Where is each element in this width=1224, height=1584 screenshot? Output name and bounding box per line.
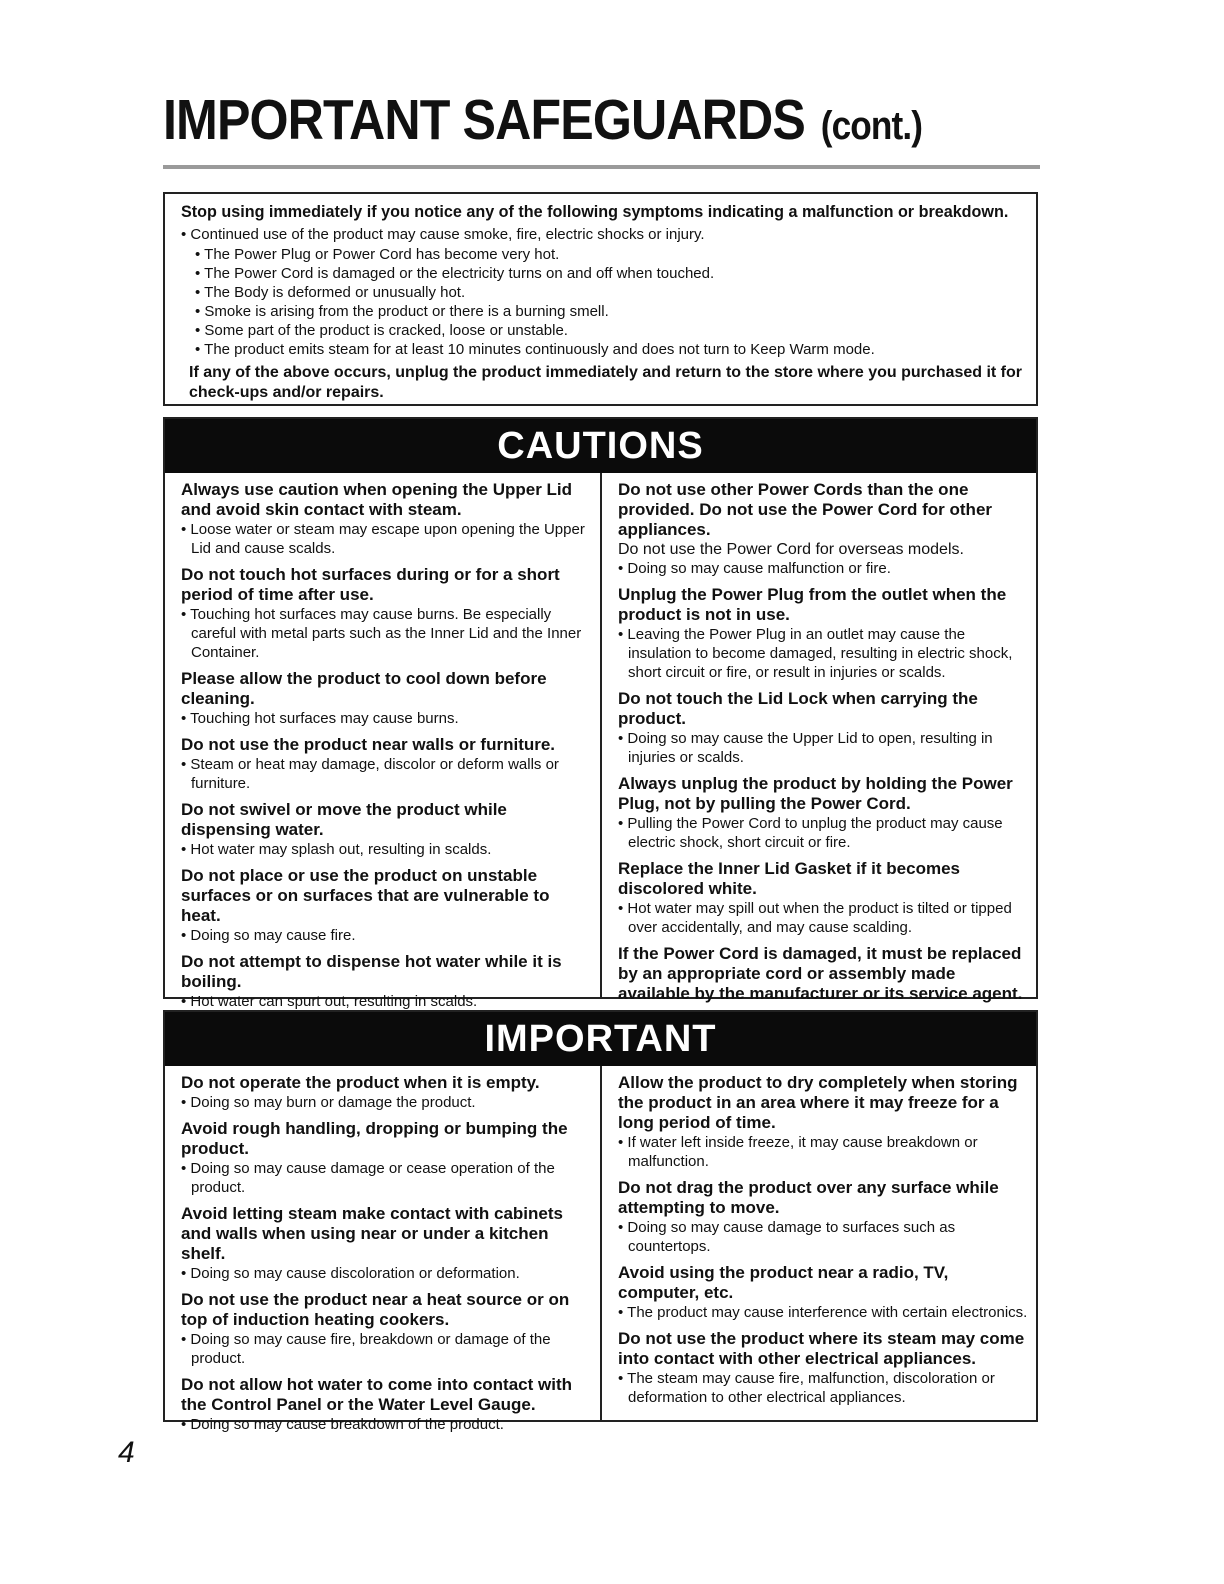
title-rule (163, 165, 1040, 169)
important-note: • Doing so may cause damage or cease operation of the product. (181, 1159, 590, 1197)
important-note: • Doing so may cause breakdown of the product. (181, 1415, 590, 1434)
important-item (618, 1178, 1028, 1256)
symptom-item: • Some part of the product is cracked, loose or unstable. (195, 321, 1022, 340)
caution-item (618, 859, 1028, 937)
caution-note: • Doing so may cause malfunction or fire. (618, 559, 1028, 578)
cautions-right-column (602, 473, 1036, 1003)
symptom-item: • The Body is deformed or unusually hot. (195, 283, 1022, 302)
important-note: • Doing so may cause damage to surfaces such as countertops. (618, 1218, 1028, 1256)
important-heading: Do not drag the product over any surface while attempting to move. (618, 1178, 999, 1217)
symptom-item: • The Power Plug or Power Cord has become very hot. (195, 245, 1022, 264)
caution-heading: Do not use the product near walls or furniture. (181, 735, 556, 754)
caution-heading: Do not attempt to dispense hot water while it is boiling. (181, 952, 562, 991)
caution-plain-text: Do not use the Power Cord for overseas models. (618, 541, 964, 558)
caution-heading: Replace the Inner Lid Gasket if it becomes discolored white. (618, 859, 960, 898)
page-number: 4 (118, 1436, 135, 1469)
important-heading: Avoid rough handling, dropping or bumping the product. (181, 1119, 568, 1158)
caution-note: • Loose water or steam may escape upon opening the Upper Lid and cause scalds. (181, 520, 590, 558)
caution-item (618, 585, 1028, 682)
symptom-item: • The Power Cord is damaged or the electricity turns on and off when touched. (195, 264, 1022, 283)
caution-item (181, 866, 590, 945)
caution-item (618, 689, 1028, 767)
caution-item (181, 800, 590, 859)
caution-item (181, 735, 590, 793)
symptom-item: • Smoke is arising from the product or there is a burning smell. (195, 302, 1022, 321)
caution-heading: Unplug the Power Plug from the outlet when the product is not in use. (618, 585, 1007, 624)
stop-using-box (163, 192, 1038, 406)
important-heading: Do not use the product where its steam may come into contact with other electrical appliances. (618, 1329, 1025, 1368)
symptom-item: • The product emits steam for at least 10 minutes continuously and does not turn to Keep Warm mode. (195, 340, 1022, 359)
important-note: • Doing so may burn or damage the product. (181, 1093, 590, 1112)
important-heading: Do not allow hot water to come into contact with the Control Panel or the Water Level Gauge. (181, 1375, 572, 1414)
stop-heading: Stop using immediately if you notice any of the following symptoms indicating a malfunction or breakdown. (181, 202, 1009, 221)
caution-item (618, 944, 1028, 1004)
caution-item (618, 480, 1028, 578)
caution-note: • Hot water can spurt out, resulting in scalds. (181, 992, 590, 1011)
caution-note: • Touching hot surfaces may cause burns. Be especially careful with metal parts such as the Inner Lid and the Inner Container. (181, 605, 590, 662)
stop-bullet-text: Continued use of the product may cause smoke, fire, electric shocks or injury. (190, 226, 705, 243)
important-item (181, 1290, 590, 1368)
cautions-box (163, 417, 1038, 1010)
title-cont: (cont.) (820, 104, 923, 148)
caution-heading: Always use caution when opening the Upper Lid and avoid skin contact with steam. (181, 480, 573, 519)
caution-heading: Do not touch hot surfaces during or for a short period of time after use. (181, 565, 560, 604)
stop-bullet: • Continued use of the product may cause smoke, fire, electric shocks or injury. (181, 226, 705, 243)
caution-note: • Steam or heat may damage, discolor or deform walls or furniture. (181, 755, 590, 793)
important-item (181, 1119, 590, 1197)
page-title (163, 88, 923, 152)
caution-item (618, 774, 1028, 852)
stop-footer: If any of the above occurs, unplug the product immediately and return to the store where you purchased it for check-ups and/or repairs. (189, 364, 1023, 401)
important-note: • Doing so may cause fire, breakdown or damage of the product. (181, 1330, 590, 1368)
caution-item (181, 669, 590, 728)
title-main: IMPORTANT SAFEGUARDS (163, 88, 805, 152)
important-note: • Doing so may cause discoloration or deformation. (181, 1264, 590, 1283)
important-heading: Do not operate the product when it is empty. (181, 1073, 540, 1092)
caution-item (181, 565, 590, 662)
important-note: • The product may cause interference with certain electronics. (618, 1303, 1028, 1322)
important-item (618, 1073, 1028, 1171)
important-note: • If water left inside freeze, it may cause breakdown or malfunction. (618, 1133, 1028, 1171)
caution-note: • Leaving the Power Plug in an outlet may cause the insulation to become damaged, resulting in electric shock, short circuit or fire, or result in injuries or scalds. (618, 625, 1028, 682)
caution-note: • Doing so may cause the Upper Lid to open, resulting in injuries or scalds. (618, 729, 1028, 767)
caution-heading: Do not swivel or move the product while dispensing water. (181, 800, 507, 839)
important-item (181, 1204, 590, 1283)
important-heading: Avoid letting steam make contact with cabinets and walls when using near or under a kitchen shelf. (181, 1204, 563, 1263)
important-item (618, 1263, 1028, 1322)
important-heading: Do not use the product near a heat source or on top of induction heating cookers. (181, 1290, 570, 1329)
important-item (618, 1329, 1028, 1407)
caution-item (181, 480, 590, 558)
caution-item (181, 952, 590, 1011)
caution-heading: Please allow the product to cool down before cleaning. (181, 669, 547, 708)
important-banner: IMPORTANT (165, 1012, 1036, 1066)
caution-note: • Hot water may spill out when the product is tilted or tipped over accidentally, and may cause scalding. (618, 899, 1028, 937)
important-right-column (602, 1066, 1036, 1420)
caution-heading: Do not touch the Lid Lock when carrying the product. (618, 689, 978, 728)
important-note: • The steam may cause fire, malfunction, discoloration or deformation to other electrical appliances. (618, 1369, 1028, 1407)
caution-heading: Do not place or use the product on unstable surfaces or on surfaces that are vulnerable to heat. (181, 866, 550, 925)
symptom-list (181, 245, 1022, 359)
important-heading: Avoid using the product near a radio, TV, computer, etc. (618, 1263, 949, 1302)
important-heading: Allow the product to dry completely when storing the product in an area where it may freeze for a long period of time. (618, 1073, 1018, 1132)
caution-heading: Always unplug the product by holding the Power Plug, not by pulling the Power Cord. (618, 774, 1013, 813)
caution-heading: If the Power Cord is damaged, it must be replaced by an appropriate cord or assembly made available by the manufacturer or its service agent. (618, 944, 1023, 1003)
cautions-banner: CAUTIONS (165, 419, 1036, 473)
caution-heading: Do not use other Power Cords than the one provided. Do not use the Power Cord for other appliances. (618, 480, 993, 539)
important-left-column (165, 1066, 602, 1433)
caution-note: • Doing so may cause fire. (181, 926, 590, 945)
caution-note: • Pulling the Power Cord to unplug the product may cause electric shock, short circuit or fire. (618, 814, 1028, 852)
caution-note: • Hot water may splash out, resulting in scalds. (181, 840, 590, 859)
important-box (163, 1010, 1038, 1433)
caution-note: • Touching hot surfaces may cause burns. (181, 709, 590, 728)
important-item (181, 1073, 590, 1112)
important-item (181, 1375, 590, 1434)
cautions-left-column (165, 473, 602, 1010)
